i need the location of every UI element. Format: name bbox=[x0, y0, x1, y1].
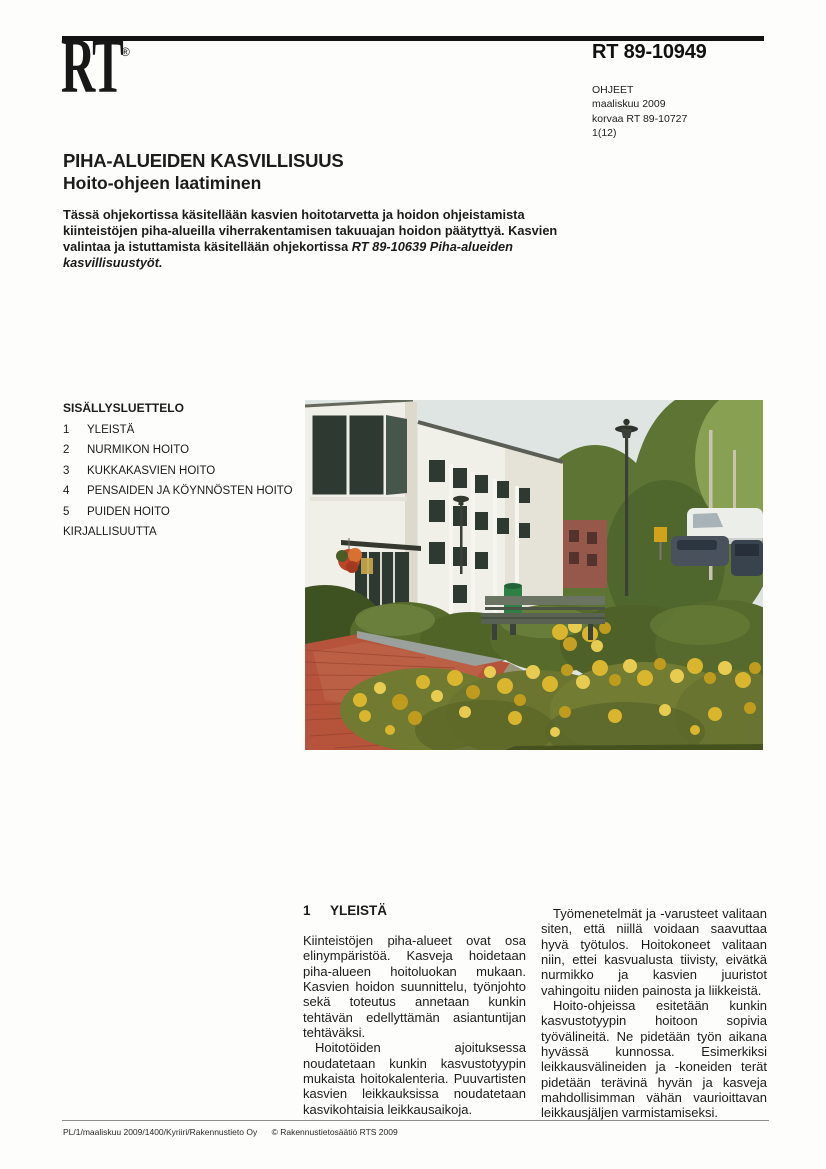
toc-item-number: 1 bbox=[63, 424, 70, 436]
toc-item-label: PENSAIDEN JA KÖYNNÖSTEN HOITO bbox=[87, 485, 293, 498]
paragraph: Hoitotöiden ajoituksessa noudatetaan kunkin kasvustotyypin mukaista hoitokalenteria. Puuvartisten kasvien leikkauksissa noudatetaan kasvikohtaisia leikkausaikoja. bbox=[303, 1040, 526, 1117]
document-meta bbox=[592, 83, 687, 141]
section-title: YLEISTÄ bbox=[330, 903, 388, 918]
rt-logo-text: RT bbox=[61, 22, 123, 109]
toc-item bbox=[63, 465, 298, 485]
rt-logo bbox=[61, 22, 184, 109]
page-subtitle: Hoito-ohjeen laatiminen bbox=[63, 173, 262, 193]
body-column-left bbox=[303, 933, 526, 1117]
footer-copyright: © Rakennustietosäätiö RTS 2009 bbox=[271, 1127, 398, 1137]
toc-item-number: 5 bbox=[63, 505, 70, 518]
toc-item-label: NURMIKON HOITO bbox=[87, 444, 190, 457]
footer bbox=[63, 1127, 398, 1137]
courtyard-photo-illustration bbox=[305, 400, 763, 750]
footer-imprint: PL/1/maaliskuu 2009/1400/Kyriiri/Rakennustieto Oy bbox=[63, 1127, 258, 1137]
toc-heading: SISÄLLYSLUETTELO bbox=[63, 401, 184, 415]
body-column-right bbox=[541, 906, 767, 1121]
toc-item bbox=[63, 424, 298, 444]
courtyard-photo bbox=[305, 400, 763, 750]
intro-reference: RT 89-10639 Piha-alueiden kasvillisuustyöt. bbox=[63, 239, 513, 271]
intro-text: Tässä ohjekortissa käsitellään kasvien hoitotarvetta ja hoidon ohjeistamista kiinteistöjen piha-alueilla viherrakentamisen takuuajan hoidon päätyttyä. Kasvien valintaa ja istuttamista käsitellään ohjekortissa bbox=[63, 207, 558, 255]
footer-rule bbox=[62, 1120, 769, 1121]
toc-item bbox=[63, 485, 298, 505]
meta-type: OHJEET bbox=[592, 84, 634, 96]
intro-paragraph bbox=[63, 207, 563, 271]
toc-item-number: 4 bbox=[63, 485, 70, 498]
toc-item-label: KUKKAKASVIEN HOITO bbox=[87, 464, 216, 477]
registered-mark: ® bbox=[121, 45, 130, 59]
meta-replaces: korvaa RT 89-10727 bbox=[592, 112, 688, 125]
toc-item-number: 2 bbox=[63, 444, 70, 457]
toc-item-number: 3 bbox=[63, 464, 70, 477]
page-title: PIHA-ALUEIDEN KASVILLISUUS bbox=[63, 150, 344, 171]
toc-item-label: PUIDEN HOITO bbox=[87, 505, 170, 518]
toc-item-label: YLEISTÄ bbox=[87, 424, 135, 436]
paragraph: Työmenetelmät ja -varusteet valitaan siten, että niillä voidaan saavuttaa hyvä työtulos. Hoitokoneet valitaan niin, ettei kasvualusta tiivisty, eivätkä nurmikko ja kasvien juuristot vahingoitu niiden painosta ja liikkeistä. bbox=[541, 906, 767, 998]
paragraph: Hoito-ohjeissa esitetään kunkin kasvustotyypin hoitoon sopivia työvälineitä. Ne pidetään työn aikana hyvässä kunnossa. Esimerkiksi leikkausvälineiden ja -koneiden terät pidetään terävinä hyvän ja kasveja mahdollisimman vähän vaurioittavan leikkausjäljen varmistamiseksi. bbox=[541, 998, 767, 1121]
section-number: 1 bbox=[303, 903, 311, 918]
meta-date: maaliskuu 2009 bbox=[592, 98, 666, 111]
toc-item bbox=[63, 444, 298, 464]
meta-page-count: 1(12) bbox=[592, 127, 617, 140]
section-heading bbox=[303, 903, 387, 918]
document-number: RT 89-10949 bbox=[592, 41, 707, 63]
paragraph: Kiinteistöjen piha-alueet ovat osa elinympäristöä. Kasveja hoidetaan piha-alueen hoitoluokan mukaan. Kasvien hoidon suunnittelu, työnjohto sekä toteutus annetaan kunkin tehtävän edellyttämän asiantuntijan tehtäväksi. bbox=[303, 933, 526, 1041]
toc-item-literature: KIRJALLISUUTTA bbox=[63, 526, 157, 539]
table-of-contents bbox=[63, 424, 298, 547]
toc-item bbox=[63, 506, 298, 526]
